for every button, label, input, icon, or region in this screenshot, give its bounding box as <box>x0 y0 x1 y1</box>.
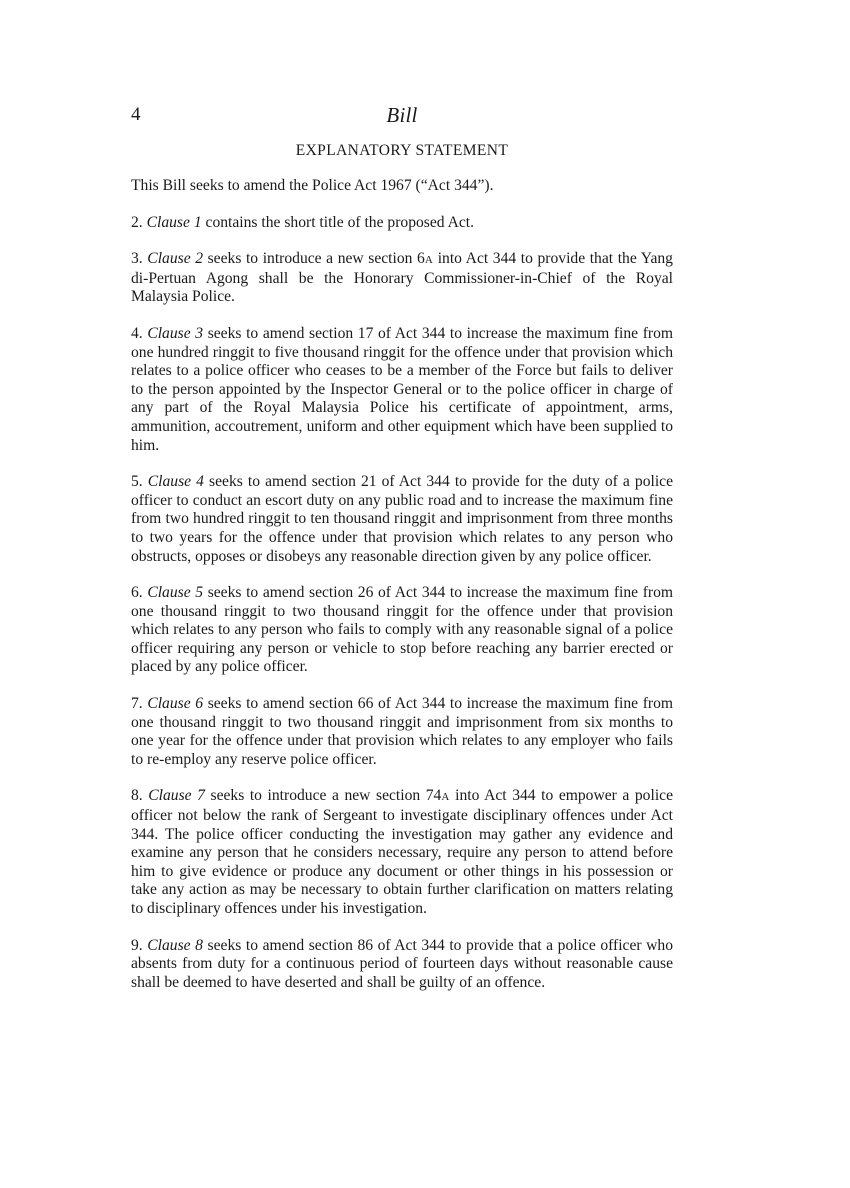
paragraph-3 <box>131 250 673 307</box>
section-suffix: A <box>424 254 434 267</box>
page-number: 4 <box>131 104 141 125</box>
paragraph-text: contains the short title of the proposed Act. <box>205 213 475 231</box>
clause-reference: Clause 6 <box>147 695 204 713</box>
paragraph-4 <box>131 325 673 455</box>
page-header <box>131 101 673 129</box>
paragraph-text: seeks to amend section 21 of Act 344 to provide for the duty of a police officer to conduct an escort duty on any public road and to increase the maximum fine from two hundred ringgit to ten thousand ringgit and imprisonment from three months to two years for the offence under that provision which relates to any person who obstructs, opposes or disobeys any reasonable direction given by any police officer. <box>131 473 674 565</box>
clause-reference: Clause 8 <box>147 936 203 954</box>
paragraph-text-continued: into Act 344 to empower a police officer not below the rank of Sergeant to investigate disciplinary offences under Act 344. The police officer conducting the investigation may gather any evidence and examine any person that he considers necessary, require any person to attend before him to give evidence or produce any document or other things in his possession or take any action as may be necessary to obtain further clarification on matters relating to disciplinary offences under his investigation. <box>131 787 673 917</box>
paragraph-intro <box>131 177 673 196</box>
paragraph-number: 3. <box>131 250 143 268</box>
paragraph-text: seeks to introduce a new section 74 <box>210 787 442 805</box>
paragraph-text-continued: into Act 344 to provide that the Yang di-Pertuan Agong shall be the Honorary Commissioner-in-Chief of the Royal Malaysia Police. <box>131 250 673 306</box>
paragraph-number: 6. <box>131 584 143 602</box>
paragraph-5 <box>131 473 673 566</box>
paragraph-number: 4. <box>131 324 143 342</box>
document-body <box>131 177 673 1010</box>
clause-reference: Clause 7 <box>148 787 205 805</box>
section-heading: EXPLANATORY STATEMENT <box>295 142 509 159</box>
paragraph-text: seeks to introduce a new section 6 <box>207 250 425 268</box>
paragraph-2 <box>131 214 673 233</box>
paragraph-text: This Bill seeks to amend the Police Act 1967 (“Act 344”). <box>131 177 494 194</box>
paragraph-7 <box>131 695 673 769</box>
paragraph-text: seeks to amend section 17 of Act 344 to increase the maximum fine from one hundred ringgit to five thousand ringgit for the offence under that provision which relates to a police officer who ceases to be a member of the Force but fails to deliver to the person appointed by the Inspector General or to the police officer in charge of any part of the Royal Malaysia Police his certificate of appointment, arms, ammunition, accoutrement, uniform and other equipment which have been supplied to him. <box>131 324 674 454</box>
paragraph-text: seeks to amend section 66 of Act 344 to increase the maximum fine from one thousand ringgit to two thousand ringgit and imprisonment from six months to one year for the offence under that provision which relates to any employer who fails to re-employ any reserve police officer. <box>131 695 674 768</box>
section-suffix: A <box>441 791 450 804</box>
paragraph-number: 9. <box>131 936 143 954</box>
clause-reference: Clause 2 <box>147 250 204 268</box>
paragraph-number: 8. <box>131 787 143 805</box>
paragraph-text: seeks to amend section 86 of Act 344 to provide that a police officer who absents from duty for a continuous period of fourteen days without reasonable cause shall be deemed to have deserted and shall be guilty of an offence. <box>131 936 674 991</box>
paragraph-text: seeks to amend section 26 of Act 344 to increase the maximum fine from one thousand ringgit to two thousand ringgit for the offence under that provision which relates to any person who fails to comply with any reasonable signal of a police officer requiring any person or vehicle to stop before reaching any barrier erected or placed by any police officer. <box>131 584 674 676</box>
clause-reference: Clause 3 <box>147 324 204 342</box>
paragraph-number: 2. <box>131 213 143 231</box>
clause-reference: Clause 5 <box>147 584 204 602</box>
running-title: Bill <box>386 103 418 127</box>
paragraph-8 <box>131 787 673 918</box>
paragraph-number: 5. <box>131 473 143 491</box>
paragraph-6 <box>131 584 673 677</box>
clause-reference: Clause 1 <box>146 213 202 231</box>
clause-reference: Clause 4 <box>147 473 204 491</box>
paragraph-number: 7. <box>131 695 143 713</box>
paragraph-9 <box>131 937 673 993</box>
